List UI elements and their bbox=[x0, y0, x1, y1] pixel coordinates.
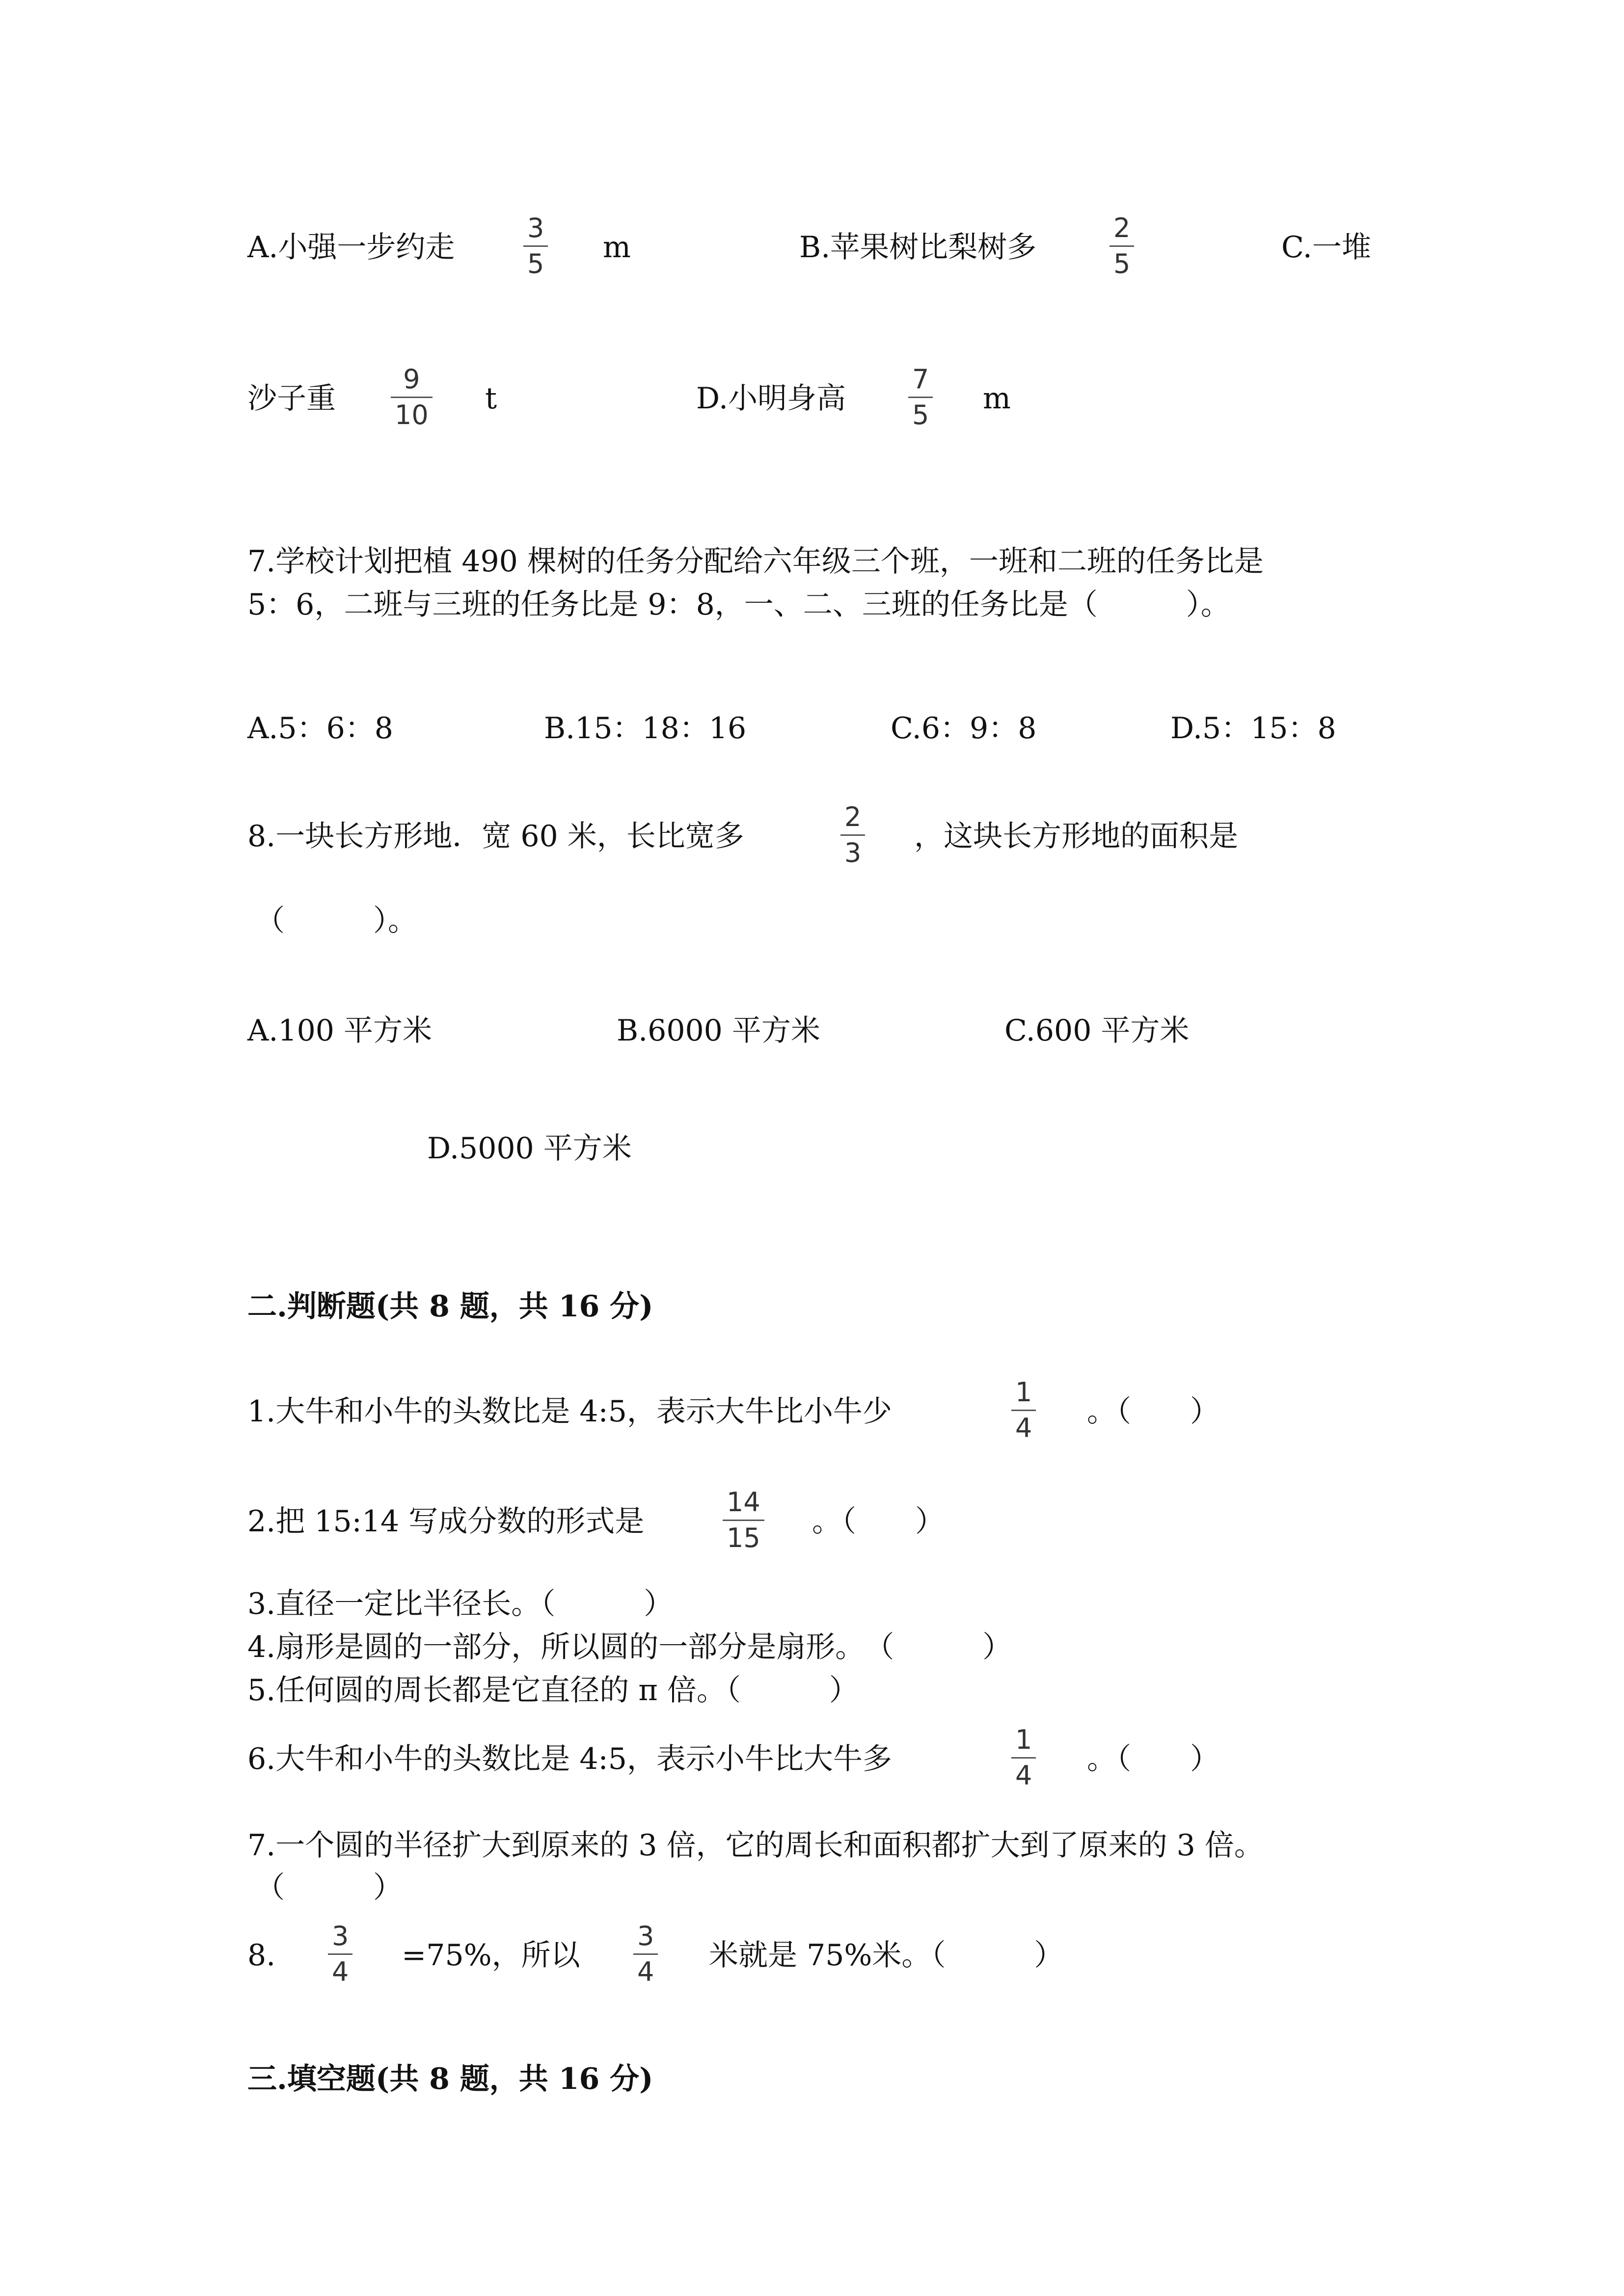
q6-option-b-text: B.苹果树比梨树多 bbox=[799, 230, 1037, 265]
section-2-title-text: 二.判断题(共 8 题，共 16 分) bbox=[247, 1289, 653, 1324]
judge-item-8-text-mid: =75%，所以 bbox=[402, 1938, 580, 1973]
fraction-bar bbox=[328, 1953, 352, 1955]
judge-item-8-fraction-2 bbox=[635, 1921, 656, 1987]
fraction-denominator: 5 bbox=[912, 400, 929, 430]
fraction-numerator: 3 bbox=[637, 1921, 654, 1951]
q6-option-d-fraction bbox=[910, 364, 931, 430]
fraction-bar bbox=[723, 1520, 764, 1521]
judge-item-5-text: 5.任何圆的周长都是它直径的 π 倍。（ ） bbox=[247, 1673, 859, 1708]
q8-answer-blank: （ ）。 bbox=[255, 904, 417, 938]
q6-option-d-unit: m bbox=[983, 381, 1011, 416]
fraction-numerator: 7 bbox=[912, 364, 929, 395]
fraction-bar bbox=[1110, 245, 1134, 247]
judge-item-8-number: 8. bbox=[247, 1938, 276, 1973]
q7-stem-text: 7.学校计划把植 490 棵树的任务分配给六年级三个班，一班和二班的任务比是 bbox=[247, 544, 1264, 579]
fraction-numerator: 2 bbox=[1113, 213, 1131, 243]
q6-option-d-text: D.小明身高 bbox=[696, 381, 846, 416]
q7-option-b: B.15：18：16 bbox=[544, 711, 747, 746]
q7-stem-text-cont: 5：6，二班与三班的任务比是 9：8，一、二、三班的任务比是（ ）。 bbox=[247, 587, 1230, 622]
fraction-denominator: 5 bbox=[527, 248, 544, 279]
fraction-bar bbox=[391, 397, 433, 398]
q8-option-a: A.100 平方米 bbox=[247, 1014, 432, 1048]
judge-item-8-text-tail: 米就是 75%米。（ ） bbox=[709, 1938, 1064, 1973]
section-3-title-text: 三.填空题(共 8 题，共 16 分) bbox=[247, 2062, 653, 2096]
judge-item-7-answer-blank: （ ） bbox=[255, 1870, 403, 1905]
fraction-bar bbox=[1011, 1757, 1036, 1759]
judge-item-6-answer-blank: 。（ ） bbox=[1087, 1742, 1219, 1776]
fraction-bar bbox=[1011, 1410, 1036, 1411]
q6-option-c-text: C.一堆 bbox=[1281, 230, 1371, 265]
fraction-numerator: 14 bbox=[727, 1487, 760, 1518]
q8-option-b: B.6000 平方米 bbox=[617, 1014, 820, 1048]
fraction-numerator: 3 bbox=[332, 1921, 349, 1951]
q6-option-c-unit: t bbox=[485, 381, 497, 416]
fraction-numerator: 9 bbox=[403, 364, 420, 395]
fraction-bar bbox=[523, 245, 548, 247]
judge-item-2-fraction bbox=[725, 1487, 762, 1553]
judge-item-2-text: 2.把 15:14 写成分数的形式是 bbox=[247, 1504, 645, 1539]
judge-item-1-fraction bbox=[1013, 1377, 1034, 1443]
q6-option-b-fraction bbox=[1111, 213, 1132, 279]
q8-option-d: D.5000 平方米 bbox=[427, 1131, 632, 1166]
fraction-denominator: 5 bbox=[1113, 248, 1131, 279]
q6-option-a-unit: m bbox=[603, 230, 631, 265]
q6-option-c-fraction bbox=[393, 364, 431, 430]
fraction-numerator: 1 bbox=[1015, 1377, 1032, 1408]
judge-item-3-text: 3.直径一定比半径长。（ ） bbox=[247, 1587, 674, 1621]
fraction-denominator: 15 bbox=[727, 1522, 760, 1553]
fraction-denominator: 4 bbox=[1015, 1413, 1032, 1443]
fraction-bar bbox=[908, 397, 933, 398]
q7-option-c: C.6：9：8 bbox=[891, 711, 1037, 746]
q6-option-a-fraction bbox=[525, 213, 546, 279]
judge-item-6-text: 6.大牛和小牛的头数比是 4:5，表示小牛比大牛多 bbox=[247, 1742, 892, 1776]
q8-stem-text-after: ，这块长方形地的面积是 bbox=[914, 819, 1238, 854]
judge-item-6-fraction bbox=[1013, 1725, 1034, 1791]
q6-option-c-text-cont: 沙子重 bbox=[247, 381, 336, 416]
fraction-numerator: 2 bbox=[844, 801, 862, 832]
judge-item-7-text: 7.一个圆的半径扩大到原来的 3 倍，它的周长和面积都扩大到了原来的 3 倍。 bbox=[247, 1828, 1264, 1863]
fraction-denominator: 4 bbox=[637, 1956, 654, 1987]
fraction-denominator: 4 bbox=[332, 1956, 349, 1987]
judge-item-2-answer-blank: 。（ ） bbox=[812, 1504, 945, 1539]
q7-option-a: A.5：6：8 bbox=[247, 711, 393, 746]
fraction-denominator: 3 bbox=[844, 837, 862, 868]
judge-item-4-text: 4.扇形是圆的一部分，所以圆的一部分是扇形。 （ ） bbox=[247, 1630, 1012, 1664]
q6-option-a-text: A.小强一步约走 bbox=[247, 230, 455, 265]
q7-option-d: D.5：15：8 bbox=[1170, 711, 1336, 746]
q8-fraction bbox=[842, 802, 863, 868]
fraction-bar bbox=[840, 834, 865, 836]
fraction-numerator: 1 bbox=[1015, 1724, 1032, 1755]
judge-item-1-answer-blank: 。（ ） bbox=[1087, 1394, 1219, 1429]
q8-stem-text: 8.一块长方形地．宽 60 米，长比宽多 bbox=[247, 819, 744, 854]
judge-item-8-fraction-1 bbox=[330, 1921, 351, 1987]
q8-option-c: C.600 平方米 bbox=[1004, 1014, 1190, 1048]
fraction-bar bbox=[633, 1953, 658, 1955]
judge-item-1-text: 1.大牛和小牛的头数比是 4:5，表示大牛比小牛少 bbox=[247, 1394, 892, 1429]
fraction-denominator: 10 bbox=[395, 400, 429, 430]
fraction-denominator: 4 bbox=[1015, 1760, 1032, 1791]
fraction-numerator: 3 bbox=[527, 213, 544, 243]
